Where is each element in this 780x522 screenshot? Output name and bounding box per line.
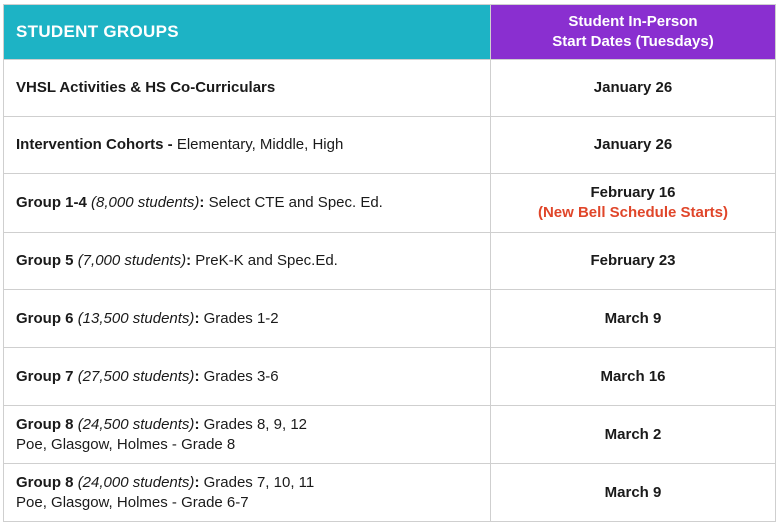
group-cell bbox=[4, 233, 491, 290]
group-sep: : bbox=[186, 252, 192, 269]
group-name: VHSL Activities & HS Co-Curriculars bbox=[16, 79, 276, 96]
table-row bbox=[4, 290, 776, 348]
table-row bbox=[4, 174, 776, 233]
group-desc: Elementary, Middle, High bbox=[172, 136, 344, 153]
group-cell bbox=[4, 174, 491, 233]
start-date: January 26 bbox=[593, 79, 673, 96]
group-sep: : bbox=[194, 473, 200, 491]
date-cell bbox=[491, 406, 776, 464]
table-row bbox=[4, 406, 776, 464]
header-start-dates-line1: Student In-Person bbox=[568, 13, 698, 30]
start-date: January 26 bbox=[593, 136, 673, 153]
student-groups-table bbox=[3, 4, 776, 522]
header-start-dates bbox=[491, 5, 776, 60]
group-desc: PreK-K and Spec.Ed. bbox=[191, 252, 338, 269]
start-date: February 16 bbox=[590, 184, 676, 201]
table-row bbox=[4, 233, 776, 290]
group-cell bbox=[4, 464, 491, 522]
header-row bbox=[4, 5, 776, 60]
group-count: (7,000 students) bbox=[77, 252, 187, 269]
group-name: Group 6 bbox=[16, 309, 74, 327]
group-cell bbox=[4, 348, 491, 406]
group-name: Intervention Cohorts - bbox=[16, 136, 173, 153]
table-row bbox=[4, 117, 776, 174]
group-cell bbox=[4, 406, 491, 464]
start-date: March 16 bbox=[600, 367, 666, 385]
group-count: (24,500 students) bbox=[77, 415, 195, 433]
group-count: (13,500 students) bbox=[77, 309, 195, 327]
group-desc: Grades 3-6 bbox=[199, 367, 279, 385]
group-count: (8,000 students) bbox=[91, 194, 200, 211]
group-sep: : bbox=[194, 415, 200, 433]
start-date: March 9 bbox=[604, 483, 662, 501]
group-cell bbox=[4, 60, 491, 117]
date-cell bbox=[491, 117, 776, 174]
group-desc-line2: Poe, Glasgow, Holmes - Grade 8 bbox=[16, 435, 236, 453]
date-cell bbox=[491, 290, 776, 348]
group-name: Group 5 bbox=[16, 252, 74, 269]
start-date: March 2 bbox=[604, 425, 662, 443]
group-name: Group 1-4 bbox=[16, 194, 87, 211]
group-line1 bbox=[16, 415, 490, 435]
table-row bbox=[4, 348, 776, 406]
start-date: March 9 bbox=[604, 309, 662, 327]
table-row bbox=[4, 464, 776, 522]
group-desc: Grades 1-2 bbox=[199, 309, 279, 327]
group-name: Group 7 bbox=[16, 367, 74, 385]
group-sep: : bbox=[194, 309, 200, 327]
header-start-dates-line2: Start Dates (Tuesdays) bbox=[552, 33, 714, 50]
group-count: (27,500 students) bbox=[77, 367, 195, 385]
group-desc: Grades 8, 9, 12 bbox=[199, 415, 308, 433]
group-cell bbox=[4, 117, 491, 174]
date-cell bbox=[491, 174, 776, 233]
group-name: Group 8 bbox=[16, 473, 74, 491]
date-cell bbox=[491, 464, 776, 522]
group-desc: Select CTE and Spec. Ed. bbox=[204, 194, 383, 211]
group-line1 bbox=[16, 473, 490, 493]
group-cell bbox=[4, 290, 491, 348]
group-desc-line2: Poe, Glasgow, Holmes - Grade 6-7 bbox=[16, 493, 249, 511]
table-row bbox=[4, 60, 776, 117]
schedule-table-container bbox=[3, 4, 775, 511]
group-count: (24,000 students) bbox=[77, 473, 195, 491]
start-date: February 23 bbox=[590, 252, 676, 269]
group-sep: : bbox=[199, 194, 205, 211]
date-cell bbox=[491, 60, 776, 117]
group-sep: : bbox=[194, 367, 200, 385]
date-cell bbox=[491, 233, 776, 290]
bell-schedule-note: (New Bell Schedule Starts) bbox=[537, 204, 729, 221]
header-student-groups: STUDENT GROUPS bbox=[4, 5, 491, 60]
group-name: Group 8 bbox=[16, 415, 74, 433]
date-cell bbox=[491, 348, 776, 406]
group-desc: Grades 7, 10, 11 bbox=[199, 473, 315, 491]
